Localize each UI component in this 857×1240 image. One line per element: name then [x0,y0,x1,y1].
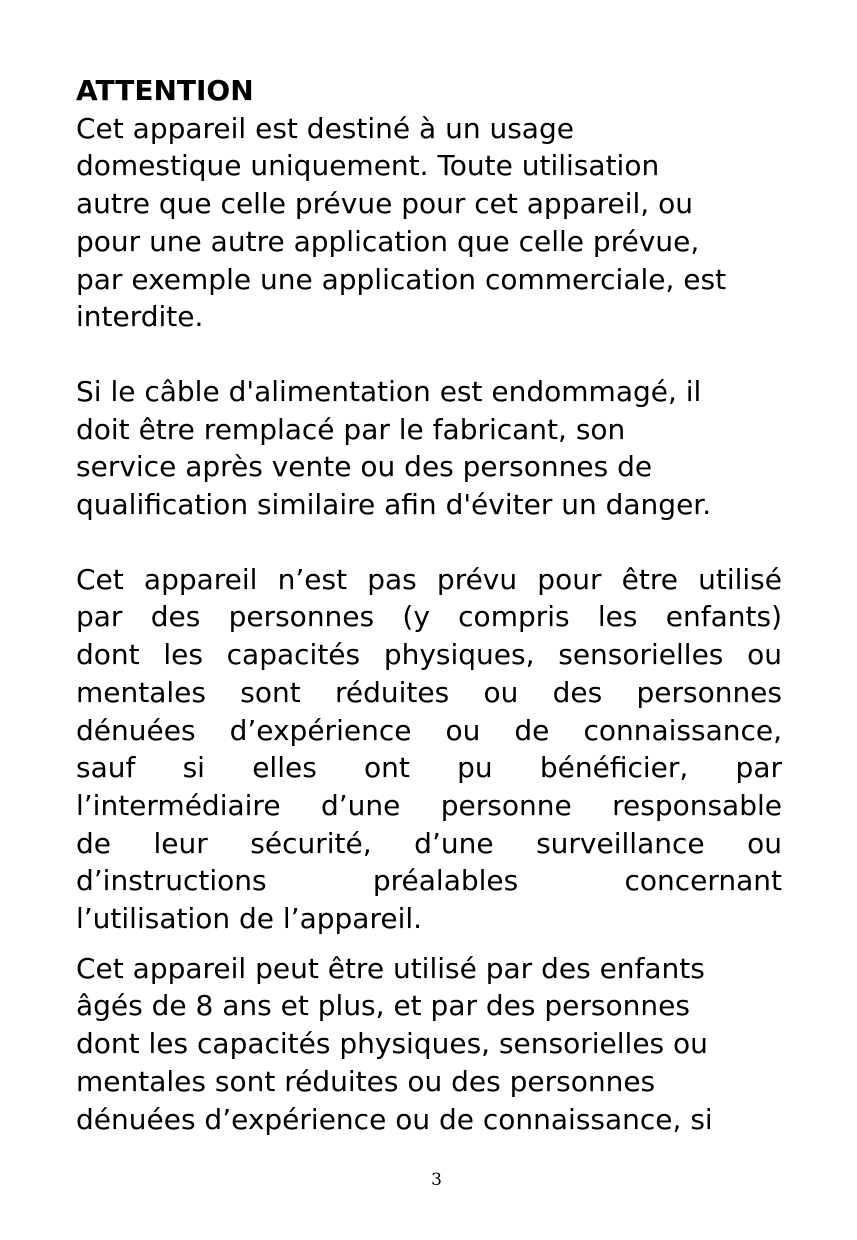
text-line: par des personnes (y compris les enfants) [76,600,782,634]
text-line: autre que celle prévue pour cet appareil, ou [76,187,693,221]
text-line: sauf si elles ont pu bénéficier, par [76,751,782,785]
text-line: service après vente ou des personnes de [76,450,653,484]
text-line: interdite. [76,300,204,334]
text-line: mentales sont réduites ou des personnes [76,1064,656,1098]
text-line: l’intermédiaire d’une personne responsable [76,788,782,822]
paragraph-spacer [76,938,782,950]
paragraph-spacer [76,336,782,373]
text-line: domestique uniquement. Toute utilisation [76,149,660,183]
text-line: dont les capacités physiques, sensorielles ou [76,1027,708,1061]
paragraph-spacer [76,524,782,561]
text-line: Cet appareil n’est pas prévu pour être utilisé [76,562,782,596]
text-line: dénuées d’expérience ou de connaissance, [76,713,782,747]
text-line: par exemple une application commerciale, est [76,262,727,296]
text-line: dénuées d’expérience ou de connaissance, si [76,1102,713,1136]
text-line: qualification similaire afin d'éviter un danger. [76,488,712,522]
text-line: l’utilisation de l’appareil. [76,902,423,936]
text-line: Cet appareil peut être utilisé par des enfants [76,951,705,985]
reduced-capacity-paragraph [76,561,782,938]
text-line: dont les capacités physiques, sensorielles ou [76,638,782,672]
usage-paragraph [76,110,782,336]
text-line: âgés de 8 ans et plus, et par des personnes [76,989,690,1023]
attention-heading: ATTENTION [76,74,254,107]
text-line: Cet appareil est destiné à un usage [76,111,574,145]
text-line: de leur sécurité, d’une surveillance ou [76,826,782,860]
page-content [76,72,782,1138]
text-line: mentales sont réduites ou des personnes [76,675,782,709]
text-line: doit être remplacé par le fabricant, son [76,412,626,446]
text-line: pour une autre application que celle prévue, [76,224,700,258]
power-cable-paragraph [76,373,782,524]
text-line: d’instructions préalables concernant [76,864,782,898]
page-number: 3 [431,1170,442,1190]
children-use-paragraph [76,950,782,1139]
text-line: Si le câble d'alimentation est endommagé, il [76,374,702,408]
